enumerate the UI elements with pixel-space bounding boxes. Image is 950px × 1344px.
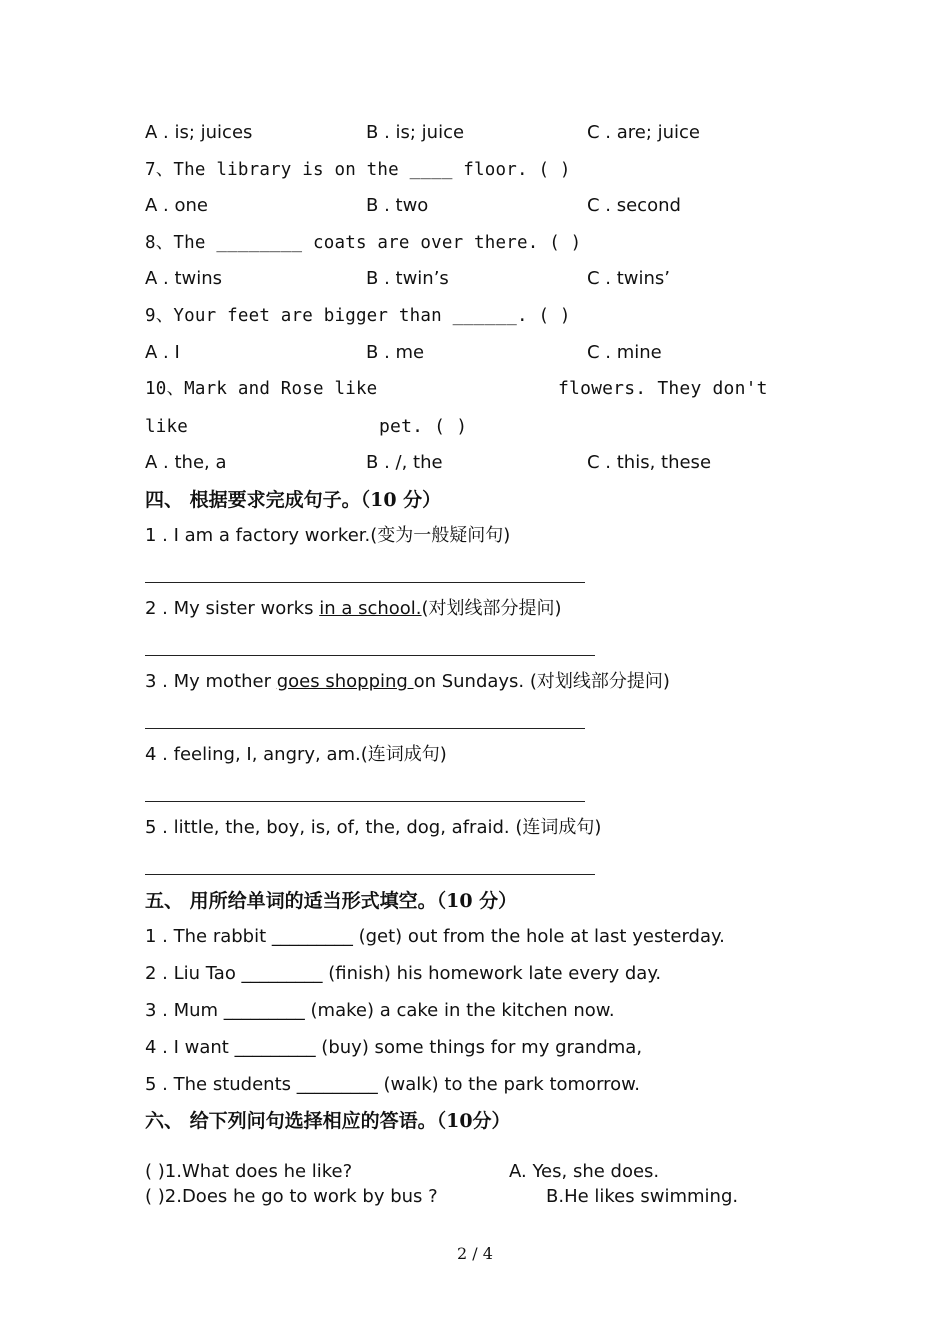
section4-item-3 (145, 671, 670, 693)
section5-item-2: 2 . Liu Tao _________ (finish) his homework late every day. (145, 963, 662, 984)
answer-line (145, 874, 595, 875)
answer-line (145, 582, 585, 583)
q9-option-c: C . mine (587, 342, 662, 363)
section4-item-4: 4 . feeling, I, angry, am.(连词成句) (145, 744, 447, 765)
section4-title: 四、 根据要求完成句子。（10 分） (145, 489, 442, 511)
q8-option-a: A . twins (145, 268, 223, 289)
q8-stem: 8、The ________ coats are over there. ( ) (145, 233, 582, 253)
answer-line (145, 655, 595, 656)
section4-item-2-pre: 2 . My sister works (145, 598, 320, 619)
q10-option-c: C . this, these (587, 452, 712, 473)
section4-item-2-post: (对划线部分提问) (421, 598, 562, 619)
q10-stem-line2-right: pet. ( ) (379, 416, 468, 437)
q9-option-b: B . me (366, 342, 425, 363)
q10-stem-line1-left: 10、Mark and Rose like (145, 379, 378, 399)
q9-option-a: A . I (145, 342, 180, 363)
q7-option-c: C . second (587, 195, 681, 216)
q7-option-a: A . one (145, 195, 208, 216)
answer-line (145, 728, 585, 729)
section5-item-1: 1 . The rabbit _________ (get) out from the hole at last yesterday. (145, 926, 725, 947)
section4-item-5: 5 . little, the, boy, is, of, the, dog, afraid. (连词成句) (145, 817, 602, 838)
section5-item-4: 4 . I want _________ (buy) some things for my grandma, (145, 1037, 643, 1058)
q6-option-c: C . are; juice (587, 122, 701, 143)
section5-title: 五、 用所给单词的适当形式填空。（10 分） (145, 890, 518, 912)
section5-item-5: 5 . The students _________ (walk) to the park tomorrow. (145, 1074, 640, 1095)
q6-option-a: A . is; juices (145, 122, 253, 143)
section5-item-3: 3 . Mum _________ (make) a cake in the kitchen now. (145, 1000, 615, 1021)
answer-line (145, 801, 585, 802)
q6-option-b: B . is; juice (366, 122, 465, 143)
section4-item-2-underlined: in a school. (319, 598, 422, 619)
section4-item-1: 1 . I am a factory worker.(变为一般疑问句) (145, 525, 511, 546)
section6-title: 六、 给下列问句选择相应的答语。（10分） (145, 1110, 511, 1132)
section4-item-2 (145, 598, 562, 620)
section6-answer-b: B.He likes swimming. (546, 1186, 739, 1207)
section4-item-3-post: on Sundays. (对划线部分提问) (413, 671, 670, 692)
section6-question-2: ( )2.Does he go to work by bus ? (145, 1186, 438, 1207)
q7-option-b: B . two (366, 195, 429, 216)
q10-option-a: A . the, a (145, 452, 227, 473)
page-number: 2 / 4 (457, 1244, 493, 1263)
section4-item-3-pre: 3 . My mother (145, 671, 277, 692)
section6-answer-a: A. Yes, she does. (509, 1161, 660, 1182)
section4-item-3-underlined: goes shopping (276, 671, 414, 692)
q10-option-b: B . /, the (366, 452, 443, 473)
q7-stem: 7、The library is on the ____ floor. ( ) (145, 160, 571, 180)
section6-question-1: ( )1.What does he like? (145, 1161, 353, 1182)
q10-stem-line2-left: like (145, 417, 188, 437)
q9-stem: 9、Your feet are bigger than ______. ( ) (145, 306, 571, 326)
q8-option-b: B . twin’s (366, 268, 449, 289)
q10-stem-line1-right: flowers. They don't (558, 378, 768, 399)
q8-option-c: C . twins’ (587, 268, 671, 289)
